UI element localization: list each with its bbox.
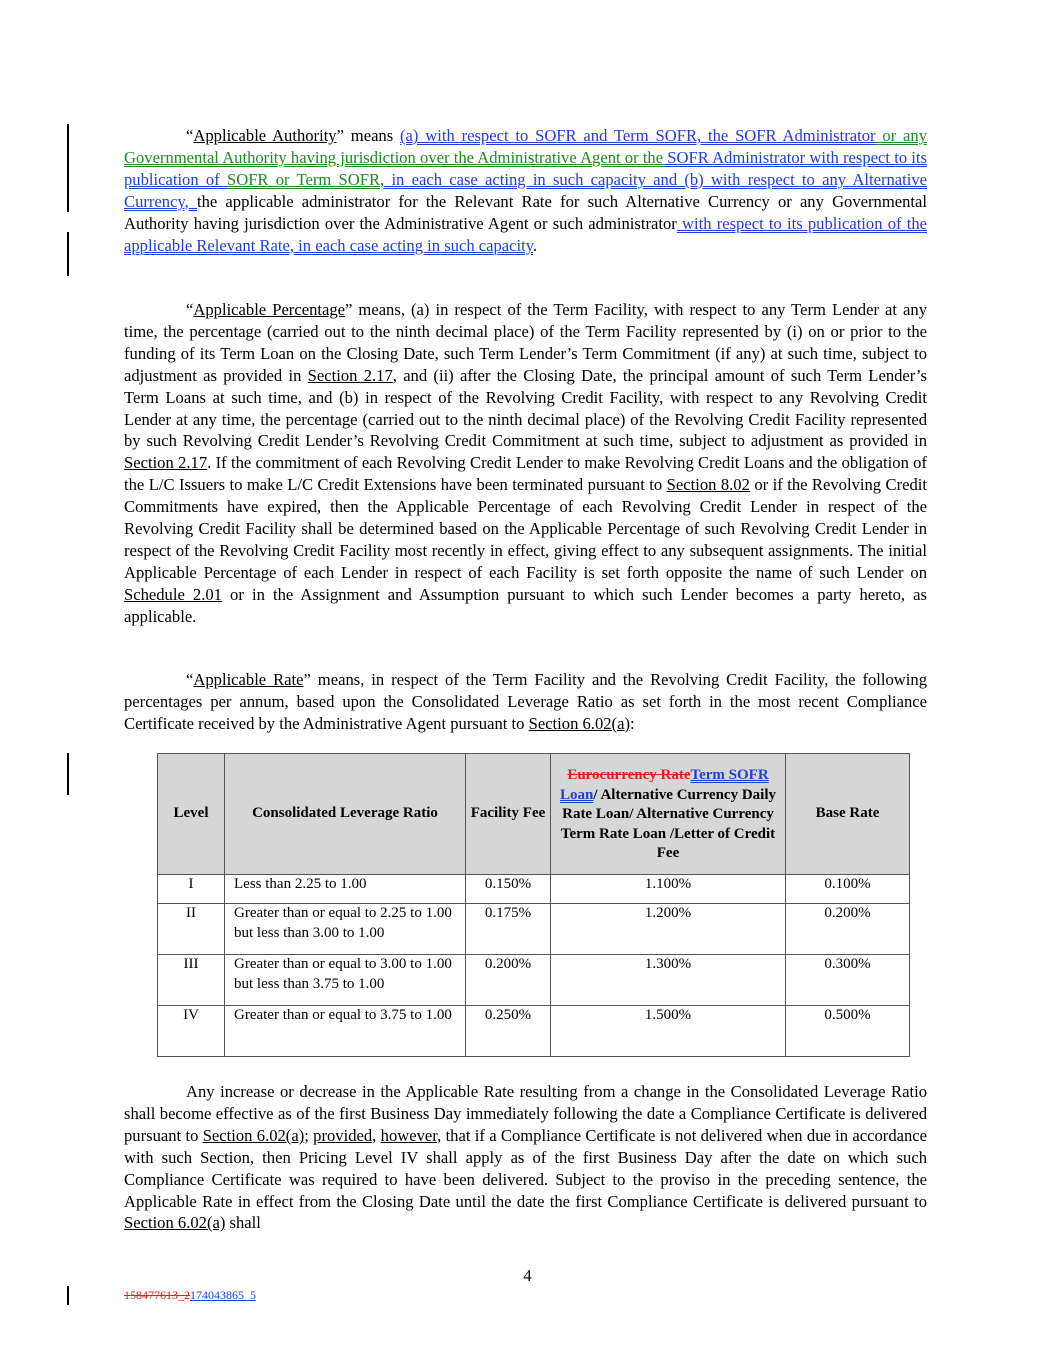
header-facility-fee: Facility Fee (466, 754, 551, 875)
inserted-text: SOFR Administrator with respect to its publication of (124, 147, 927, 189)
section-reference: Section 6.02(a) (528, 713, 630, 733)
pricing-grid-table (157, 753, 910, 1057)
moved-text: or any Governmental Authority having jurisdiction over the Administrative Agent or the (124, 126, 927, 167)
section-reference: Section 8.02 (666, 475, 750, 495)
definition-applicable-rate: “Applicable Rate” means, in respect of the Term Facility and the Revolving Credit Facility, the following percentages per annum, based upon the Consolidated Leverage Ratio as set forth in the most recent Compliance Certificate received by the Administrative Agent pursuant to Section 6.02(a): (124, 670, 927, 733)
change-bar (67, 232, 69, 276)
moved-text: SOFR or Term SOFR (226, 169, 381, 189)
header-ratio: Consolidated Leverage Ratio (225, 754, 466, 875)
inserted-text: 174043865_5 (190, 1288, 256, 1302)
header-level: Level (158, 754, 225, 875)
table-row: I Less than 2.25 to 1.00 0.150% 1.100% 0.100% (158, 875, 910, 904)
deleted-text: Eurocurrency Rate (567, 767, 691, 784)
applicable-rate-adjustment-paragraph: Any increase or decrease in the Applicable Rate resulting from a change in the Consolidated Leverage Ratio shall become effective as of the first Business Day immediately following the date a Compliance Certificate is delivered pursuant to Section 6.02(a); provided, however, that if a Compliance Certificate is not delivered when due in accordance with such Section, then Pricing Level IV shall apply as of the first Business Day after the date on which such Compliance Certificate was required to have been delivered. Subject to the proviso in the preceding sentence, the Applicable Rate in effect from the Closing Date until the date the first Compliance Certificate is delivered pursuant to Section 6.02(a) shall (124, 1082, 928, 1233)
definition-applicable-percentage: “Applicable Percentage” means, (a) in respect of the Term Facility, with respect to any Term Lender at any time, the percentage (carried out to the ninth decimal place) of the Term Facility represented by (i) on or prior to the funding of its Term Loan on the Closing Date, such Term Lender’s Term Commitment (if any) at such time, subject to adjustment as provided in Section 2.17, and (ii) after the Closing Date, the principal amount of such Term Lender’s Term Loans at such time, and (b) in respect of the Revolving Credit Facility, with respect to any Revolving Credit Lender at any time, the percentage (carried out to the ninth decimal place) of the Revolving Credit Facility represented by such Revolving Credit Lender’s Revolving Credit Commitment at such time, subject to adjustment as provided in Section 2.17. If the commitment of each Revolving Credit Lender to make Revolving Credit Loans and the obligation of the L/C Issuers to make L/C Credit Extensions have been terminated pursuant to Section 8.02 or if the Revolving Credit Commitments have expired, then the Applicable Percentage of each Revolving Credit Lender in respect of the Revolving Credit Facility shall be determined based on the Applicable Percentage of such Revolving Credit Lender in respect of the Revolving Credit Facility most recently in effect, giving effect to any subsequent assignments. The initial Applicable Percentage of each Lender in respect of each Facility is set forth opposite the name of such Lender on Schedule 2.01 or in the Assignment and Assumption pursuant to which such Lender becomes a party hereto, as applicable. (124, 300, 928, 626)
header-rate: Eurocurrency RateTerm SOFR Loan/ Alternative Currency Daily Rate Loan/ Alternative Currency Term Rate Loan /Letter of Credit Fee (551, 754, 786, 875)
header-base-rate: Base Rate (786, 754, 910, 875)
defined-term: Applicable Authority (193, 126, 337, 145)
table-row: II Greater than or equal to 2.25 to 1.00 but less than 3.00 to 1.00 0.175% 1.200% 0.200% (158, 904, 910, 955)
inserted-text: Term SOFR Loan (560, 767, 769, 803)
defined-term: Applicable Rate (193, 670, 304, 689)
inserted-text: with respect to its publication of the applicable Relevant Rate, in each case acting in such capacity (124, 213, 927, 255)
table-row: IV Greater than or equal to 3.75 to 1.00 0.250% 1.500% 0.500% (158, 1006, 910, 1057)
change-bar (67, 1286, 69, 1305)
defined-term: Applicable Percentage (193, 300, 346, 319)
section-reference: Section 2.17 (124, 453, 208, 473)
change-bar (67, 753, 69, 795)
table-header-row (158, 754, 910, 875)
deleted-text: 158477613_2 (124, 1288, 190, 1302)
definition-applicable-authority: “Applicable Authority” means (a) with respect to SOFR and Term SOFR, the SOFR Administrator or any Governmental Authority having jurisdiction over the Administrative Agent or the SOFR Administrator with respect to its publication of SOFR or Term SOFR, in each case acting in such capacity and (b) with respect to any Alternative Currency, the applicable administrator for the Relevant Rate for such Alternative Currency or any Governmental Authority having jurisdiction over the Administrative Agent or such administrator with respect to its publication of the applicable Relevant Rate, in each case acting in such capacity. (124, 126, 928, 255)
inserted-text: , in each case acting in such capacity and (b) with respect to any Alternative Currency, (124, 169, 928, 211)
change-bar (67, 124, 69, 212)
section-reference: Section 6.02(a) (124, 1213, 226, 1233)
section-reference: Section 6.02(a) (202, 1125, 305, 1145)
table-row: III Greater than or equal to 3.00 to 1.00 but less than 3.75 to 1.00 0.200% 1.300% 0.300% (158, 955, 910, 1006)
document-id (124, 1288, 256, 1303)
section-reference: Section 2.17 (307, 365, 393, 385)
schedule-reference: Schedule 2.01 (124, 584, 222, 604)
inserted-text: (a) with respect to SOFR and Term SOFR, the SOFR Administrator (400, 126, 876, 145)
page-number: 4 (523, 1266, 532, 1285)
